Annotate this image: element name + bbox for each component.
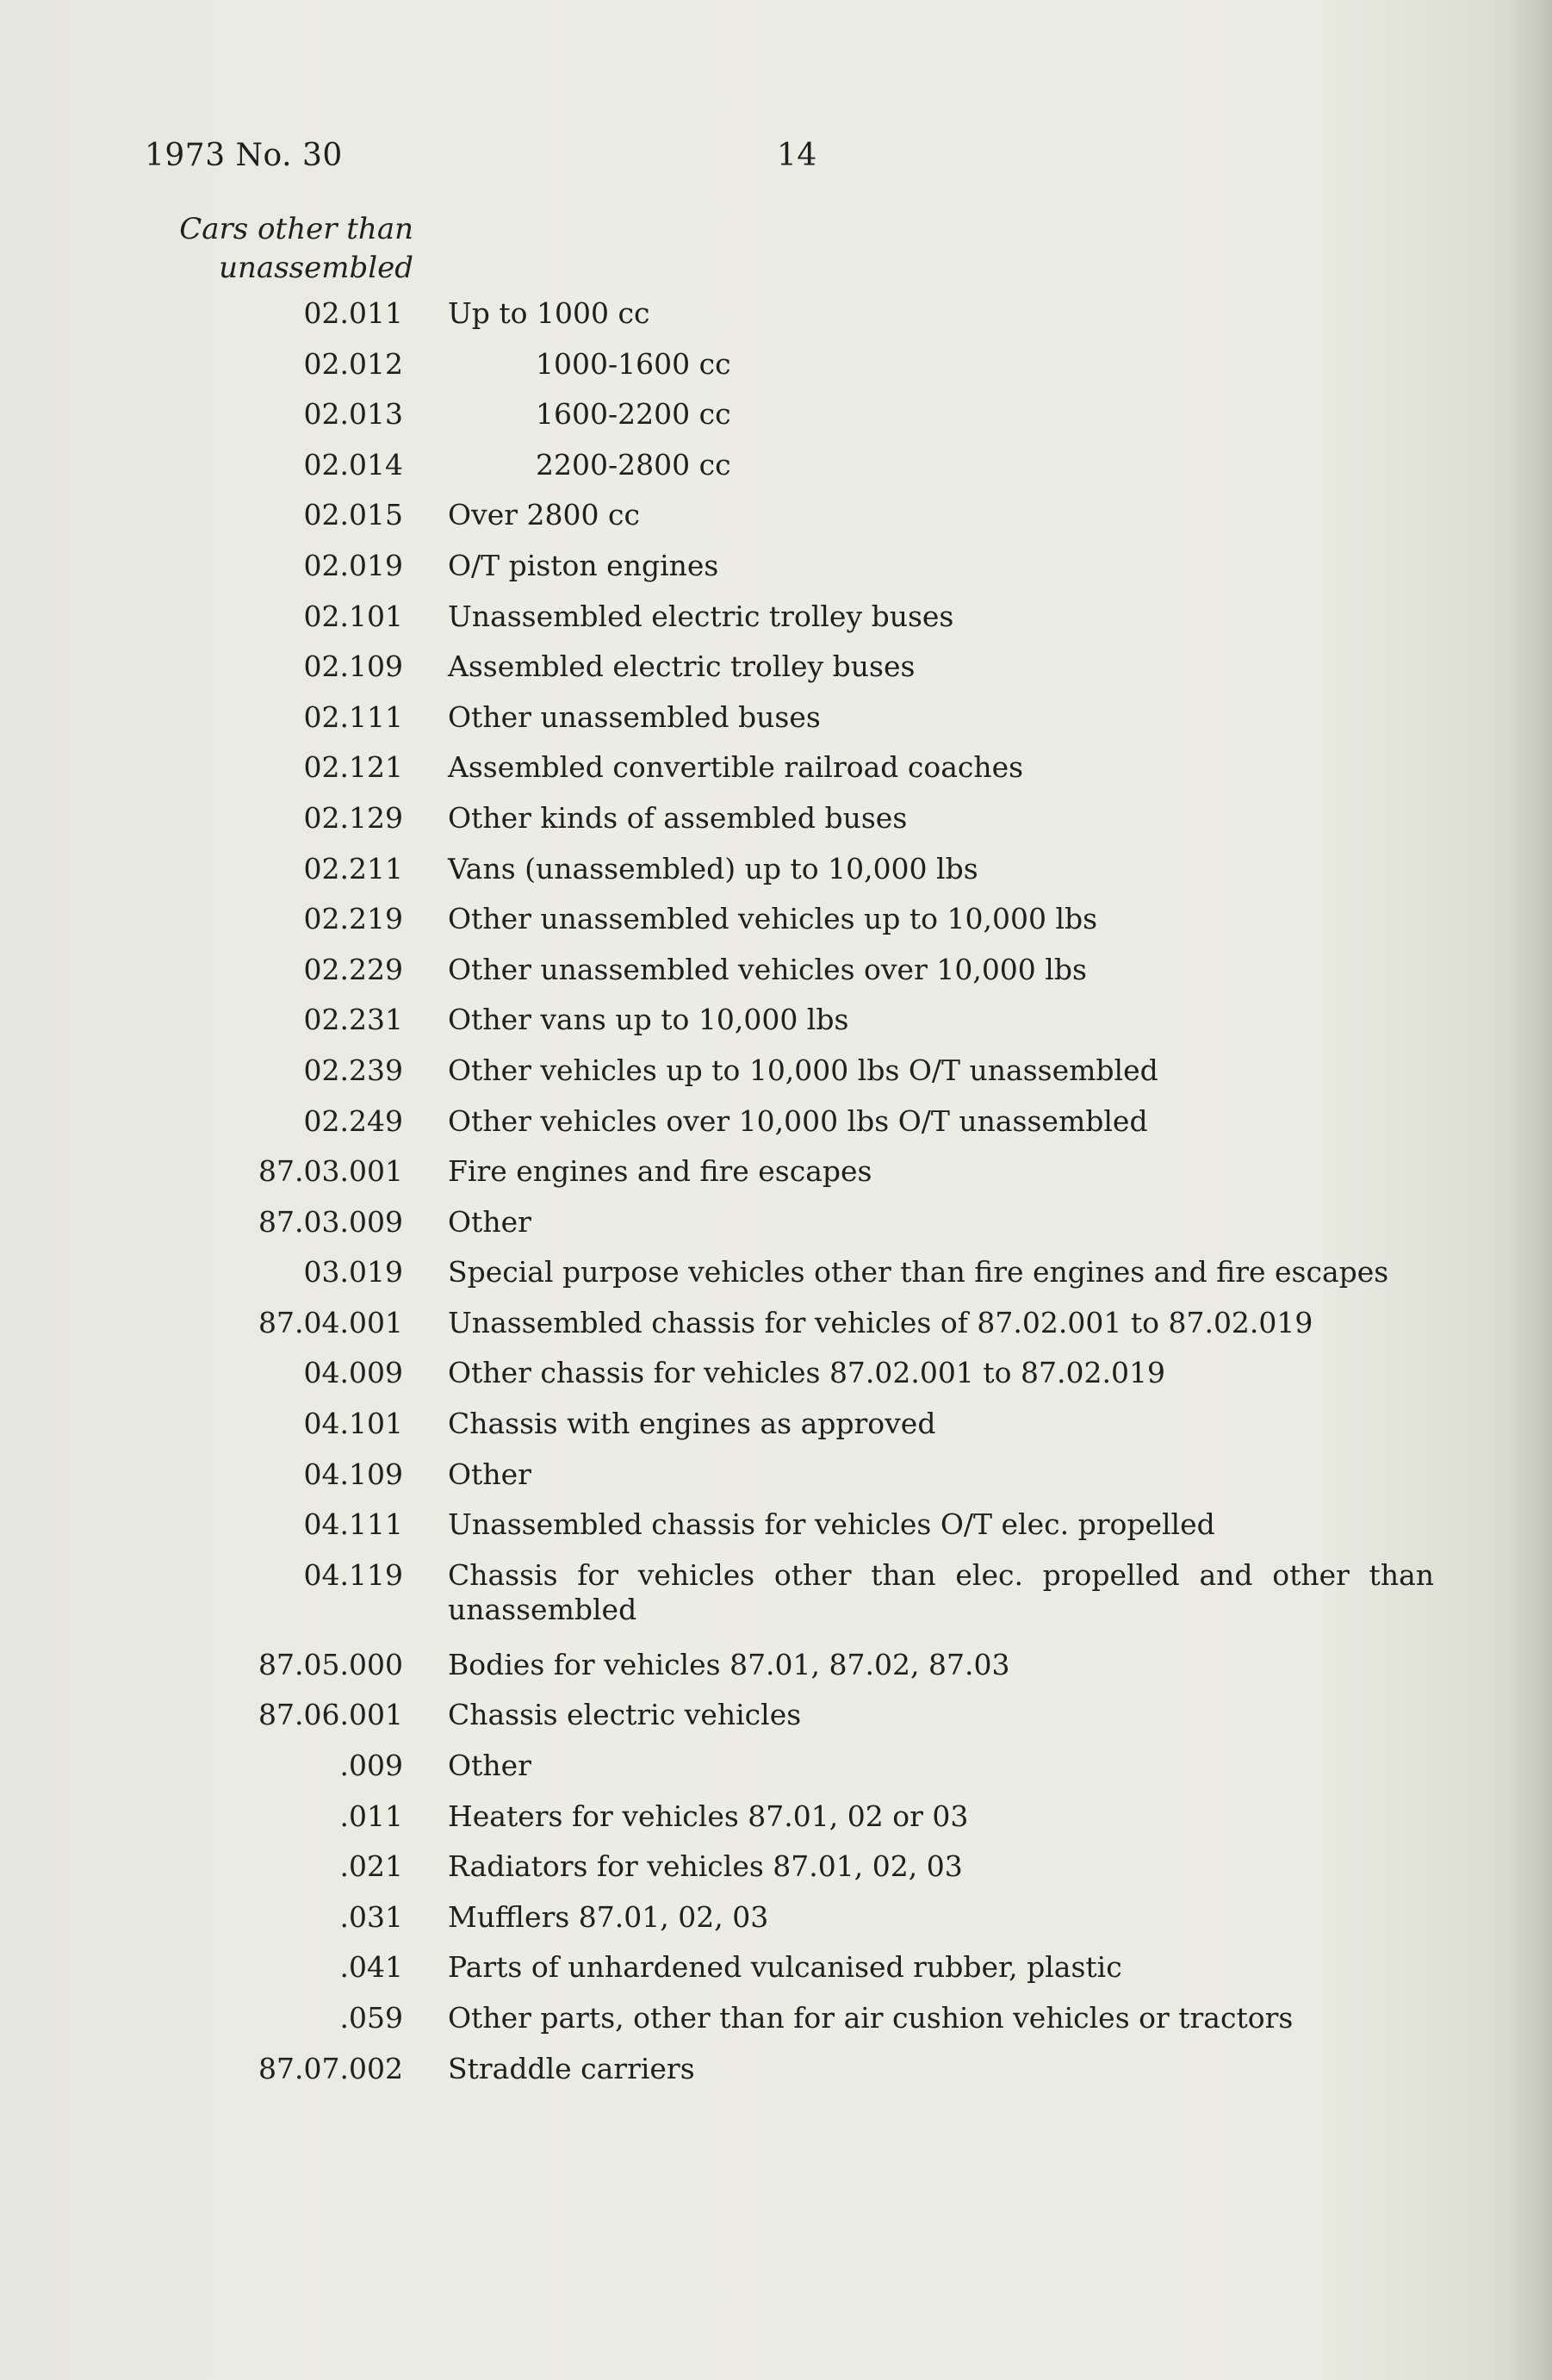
table-row bbox=[0, 347, 1499, 398]
table-row bbox=[0, 1457, 1499, 1508]
table-row bbox=[0, 1648, 1499, 1699]
tariff-description: Unassembled chassis for vehicles of 87.02.001 to 87.02.019 bbox=[448, 1305, 1313, 1339]
table-row bbox=[0, 1053, 1499, 1104]
tariff-code: 04.109 bbox=[303, 1457, 403, 1491]
tariff-description: Other kinds of assembled buses bbox=[448, 800, 908, 835]
table-row bbox=[0, 397, 1499, 448]
tariff-description: 1600-2200 cc bbox=[536, 397, 731, 432]
tariff-code: 02.211 bbox=[303, 851, 403, 886]
tariff-code: 02.011 bbox=[303, 296, 403, 330]
tariff-description: Other bbox=[448, 1749, 531, 1783]
section-heading bbox=[121, 210, 413, 288]
tariff-description: Chassis electric vehicles bbox=[448, 1698, 802, 1732]
tariff-description: Chassis with engines as approved bbox=[448, 1407, 936, 1441]
document-reference: 1973 No. 30 bbox=[145, 138, 343, 173]
table-row bbox=[0, 801, 1499, 852]
tariff-code: 02.013 bbox=[303, 397, 403, 432]
tariff-description: 1000-1600 cc bbox=[536, 346, 731, 381]
tariff-code: 87.03.009 bbox=[258, 1204, 403, 1239]
tariff-code: 02.121 bbox=[303, 750, 403, 785]
table-row bbox=[0, 1749, 1499, 1799]
tariff-code: 02.019 bbox=[303, 548, 403, 582]
tariff-code: 02.015 bbox=[303, 498, 403, 532]
table-row bbox=[0, 1356, 1499, 1407]
table-row bbox=[0, 1849, 1499, 1900]
table-row bbox=[0, 498, 1499, 549]
table-row bbox=[0, 852, 1499, 903]
tariff-description: Other parts, other than for air cushion vehicles or tractors bbox=[448, 2001, 1294, 2035]
tariff-description: Special purpose vehicles other than fire engines and fire escapes bbox=[448, 1255, 1389, 1289]
tariff-description: Assembled electric trolley buses bbox=[448, 649, 916, 684]
table-row bbox=[0, 2052, 1499, 2103]
table-row bbox=[0, 1698, 1499, 1749]
table-row bbox=[0, 1558, 1499, 1648]
table-row bbox=[0, 649, 1499, 700]
tariff-description: Other vans up to 10,000 lbs bbox=[448, 1003, 849, 1037]
table-row bbox=[0, 549, 1499, 600]
tariff-description: Other vehicles over 10,000 lbs O/T unassembled bbox=[448, 1103, 1148, 1138]
table-row bbox=[0, 902, 1499, 953]
tariff-description: Radiators for vehicles 87.01, 02, 03 bbox=[448, 1849, 963, 1884]
table-row bbox=[0, 2001, 1499, 2052]
tariff-description: Unassembled electric trolley buses bbox=[448, 599, 954, 633]
tariff-table bbox=[0, 296, 1499, 2102]
tariff-code: 87.05.000 bbox=[258, 1647, 403, 1681]
table-row bbox=[0, 296, 1499, 347]
table-row bbox=[0, 1950, 1499, 2001]
table-row bbox=[0, 1306, 1499, 1357]
tariff-description: Other unassembled vehicles up to 10,000 lbs bbox=[448, 902, 1098, 936]
tariff-code: 02.231 bbox=[303, 1003, 403, 1037]
tariff-description: Parts of unhardened vulcanised rubber, plastic bbox=[448, 1950, 1122, 1985]
table-row bbox=[0, 1104, 1499, 1155]
table-row bbox=[0, 1799, 1499, 1850]
table-row bbox=[0, 1003, 1499, 1053]
tariff-code: .011 bbox=[339, 1799, 403, 1833]
table-row bbox=[0, 600, 1499, 650]
tariff-description: Other unassembled vehicles over 10,000 lbs bbox=[448, 952, 1087, 986]
table-row bbox=[0, 1407, 1499, 1457]
tariff-description: Other bbox=[448, 1204, 531, 1239]
tariff-description: Over 2800 cc bbox=[448, 498, 640, 532]
tariff-code: 02.111 bbox=[303, 699, 403, 734]
table-row bbox=[0, 750, 1499, 801]
tariff-description: Heaters for vehicles 87.01, 02 or 03 bbox=[448, 1799, 969, 1833]
tariff-description: Straddle carriers bbox=[448, 2051, 695, 2085]
table-row bbox=[0, 953, 1499, 1004]
tariff-description: Mufflers 87.01, 02, 03 bbox=[448, 1899, 769, 1934]
tariff-code: .059 bbox=[339, 2001, 403, 2035]
tariff-code: 03.019 bbox=[303, 1255, 403, 1289]
section-heading-line-2: unassembled bbox=[219, 251, 413, 285]
tariff-description: Other vehicles up to 10,000 lbs O/T unassembled bbox=[448, 1053, 1158, 1087]
table-row bbox=[0, 1154, 1499, 1205]
tariff-code: 04.119 bbox=[303, 1557, 403, 1592]
tariff-code: 02.249 bbox=[303, 1103, 403, 1138]
tariff-description: Other chassis for vehicles 87.02.001 to 87.02.019 bbox=[448, 1356, 1165, 1390]
table-row bbox=[0, 1255, 1499, 1306]
tariff-code: .041 bbox=[339, 1950, 403, 1985]
table-row bbox=[0, 448, 1499, 499]
page-spine-shadow bbox=[1512, 0, 1552, 2380]
tariff-description: Bodies for vehicles 87.01, 87.02, 87.03 bbox=[448, 1647, 1010, 1681]
tariff-code: 87.06.001 bbox=[258, 1698, 403, 1732]
tariff-description: O/T piston engines bbox=[448, 548, 719, 582]
tariff-description: Fire engines and fire escapes bbox=[448, 1154, 872, 1189]
tariff-code: 04.009 bbox=[303, 1356, 403, 1390]
table-row bbox=[0, 700, 1499, 751]
tariff-code: 02.219 bbox=[303, 902, 403, 936]
tariff-code: 02.239 bbox=[303, 1053, 403, 1087]
section-heading-line-1: Cars other than bbox=[179, 212, 413, 246]
tariff-description: 2200-2800 cc bbox=[536, 447, 731, 482]
tariff-code: 04.101 bbox=[303, 1407, 403, 1441]
tariff-code: 04.111 bbox=[303, 1507, 403, 1542]
tariff-code: 02.014 bbox=[303, 447, 403, 482]
tariff-description: Other unassembled buses bbox=[448, 699, 821, 734]
tariff-description: Other bbox=[448, 1457, 531, 1491]
tariff-code: 02.012 bbox=[303, 346, 403, 381]
tariff-description: Vans (unassembled) up to 10,000 lbs bbox=[448, 851, 978, 886]
tariff-description: Up to 1000 cc bbox=[448, 296, 650, 330]
table-row bbox=[0, 1900, 1499, 1951]
table-row bbox=[0, 1507, 1499, 1558]
tariff-code: 02.101 bbox=[303, 599, 403, 633]
tariff-code: 87.03.001 bbox=[258, 1154, 403, 1189]
tariff-code: 87.07.002 bbox=[258, 2051, 403, 2085]
tariff-code: 02.129 bbox=[303, 800, 403, 835]
tariff-code: .031 bbox=[339, 1899, 403, 1934]
tariff-code: 87.04.001 bbox=[258, 1305, 403, 1339]
tariff-code: 02.109 bbox=[303, 649, 403, 684]
tariff-description: Chassis for vehicles other than elec. propelled and other than unassembled bbox=[448, 1557, 1434, 1626]
tariff-description: Assembled convertible railroad coaches bbox=[448, 750, 1024, 785]
tariff-code: .021 bbox=[339, 1849, 403, 1884]
page-number: 14 bbox=[777, 138, 817, 173]
tariff-code: 02.229 bbox=[303, 952, 403, 986]
table-row bbox=[0, 1205, 1499, 1256]
tariff-code: .009 bbox=[339, 1749, 403, 1783]
tariff-description: Unassembled chassis for vehicles O/T elec. propelled bbox=[448, 1507, 1215, 1542]
